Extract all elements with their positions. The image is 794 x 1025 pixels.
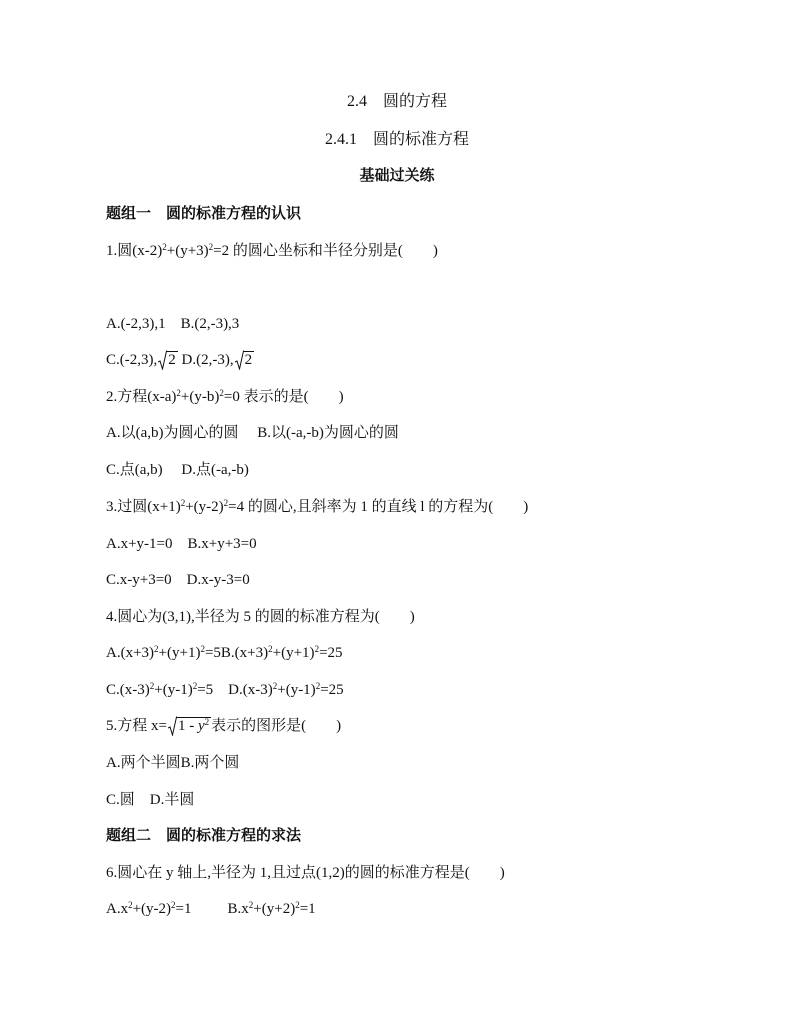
subsection-title: 2.4.1 圆的标准方程 — [324, 131, 469, 148]
q2-options-ab: A.以(a,b)为圆心的圆 B.以(-a,-b)为圆心的圆 — [106, 425, 399, 441]
q1-options-cd: C.(-2,3), 2 D.(2,-3), 2 — [106, 352, 253, 368]
group2-title: 题组二 圆的标准方程的求法 — [106, 828, 302, 844]
section-title: 2.4 圆的方程 — [346, 93, 447, 110]
q1-options-ab: A.(-2,3),1 B.(2,-3),3 — [106, 316, 240, 332]
sqrt-symbol: 2 — [158, 350, 178, 370]
q3-stem: 3.过圆$(x+1)^2+(y-2)^2=4$ 的圆心,且斜率为 1 的直线 l 的方程为( ) — [106, 498, 529, 515]
q3-options-ab: A.x+y-1=0 B.x+y+3=0 — [106, 536, 257, 552]
q4-stem: 4.圆心为(3,1),半径为 5 的圆的标准方程为( ) — [106, 609, 415, 625]
q5-options-ab: A.两个半圆B.两个圆 — [106, 755, 240, 771]
sqrt-symbol: 2 — [235, 350, 255, 370]
q1-stem: 1.圆$(x-2)^2+(y+3)^2=2$ 的圆心坐标和半径分别是( ) — [106, 242, 438, 259]
q5-stem: 5.方程 x= $1 - y^2$ 表示的图形是( ) — [106, 717, 342, 734]
sqrt-symbol — [168, 716, 211, 736]
radicand: $1 - y^2$ — [177, 717, 210, 734]
q4-options-cd: $C.(x-3)^2+(y-1)^2=5$ $D.(x-3)^2+(y-1)^2=25$ — [106, 681, 344, 698]
group1-title: 题组一 圆的标准方程的认识 — [106, 206, 302, 222]
q6-options-ab: $A.x^2+(y-2)^2=1$ $B.x^2+(y+2)^2=1$ — [106, 900, 316, 917]
exercise-level-title: 基础过关练 — [359, 168, 435, 184]
q2-stem: 2.方程$(x-a)^2+(y-b)^2=0$ 表示的是( ) — [106, 388, 344, 405]
q6-stem: 6.圆心在 y 轴上,半径为 1,且过点(1,2)的圆的标准方程是( ) — [106, 865, 505, 881]
q2-options-cd: C.点(a,b) D.点(-a,-b) — [106, 462, 249, 478]
q4-options-ab: $A.(x+3)^2+(y+1)^2=5B.(x+3)^2+(y+1)^2=25$ — [106, 644, 343, 661]
q3-options-cd: C.x-y+3=0 D.x-y-3=0 — [106, 572, 250, 588]
q5-options-cd: C.圆 D.半圆 — [106, 792, 195, 808]
